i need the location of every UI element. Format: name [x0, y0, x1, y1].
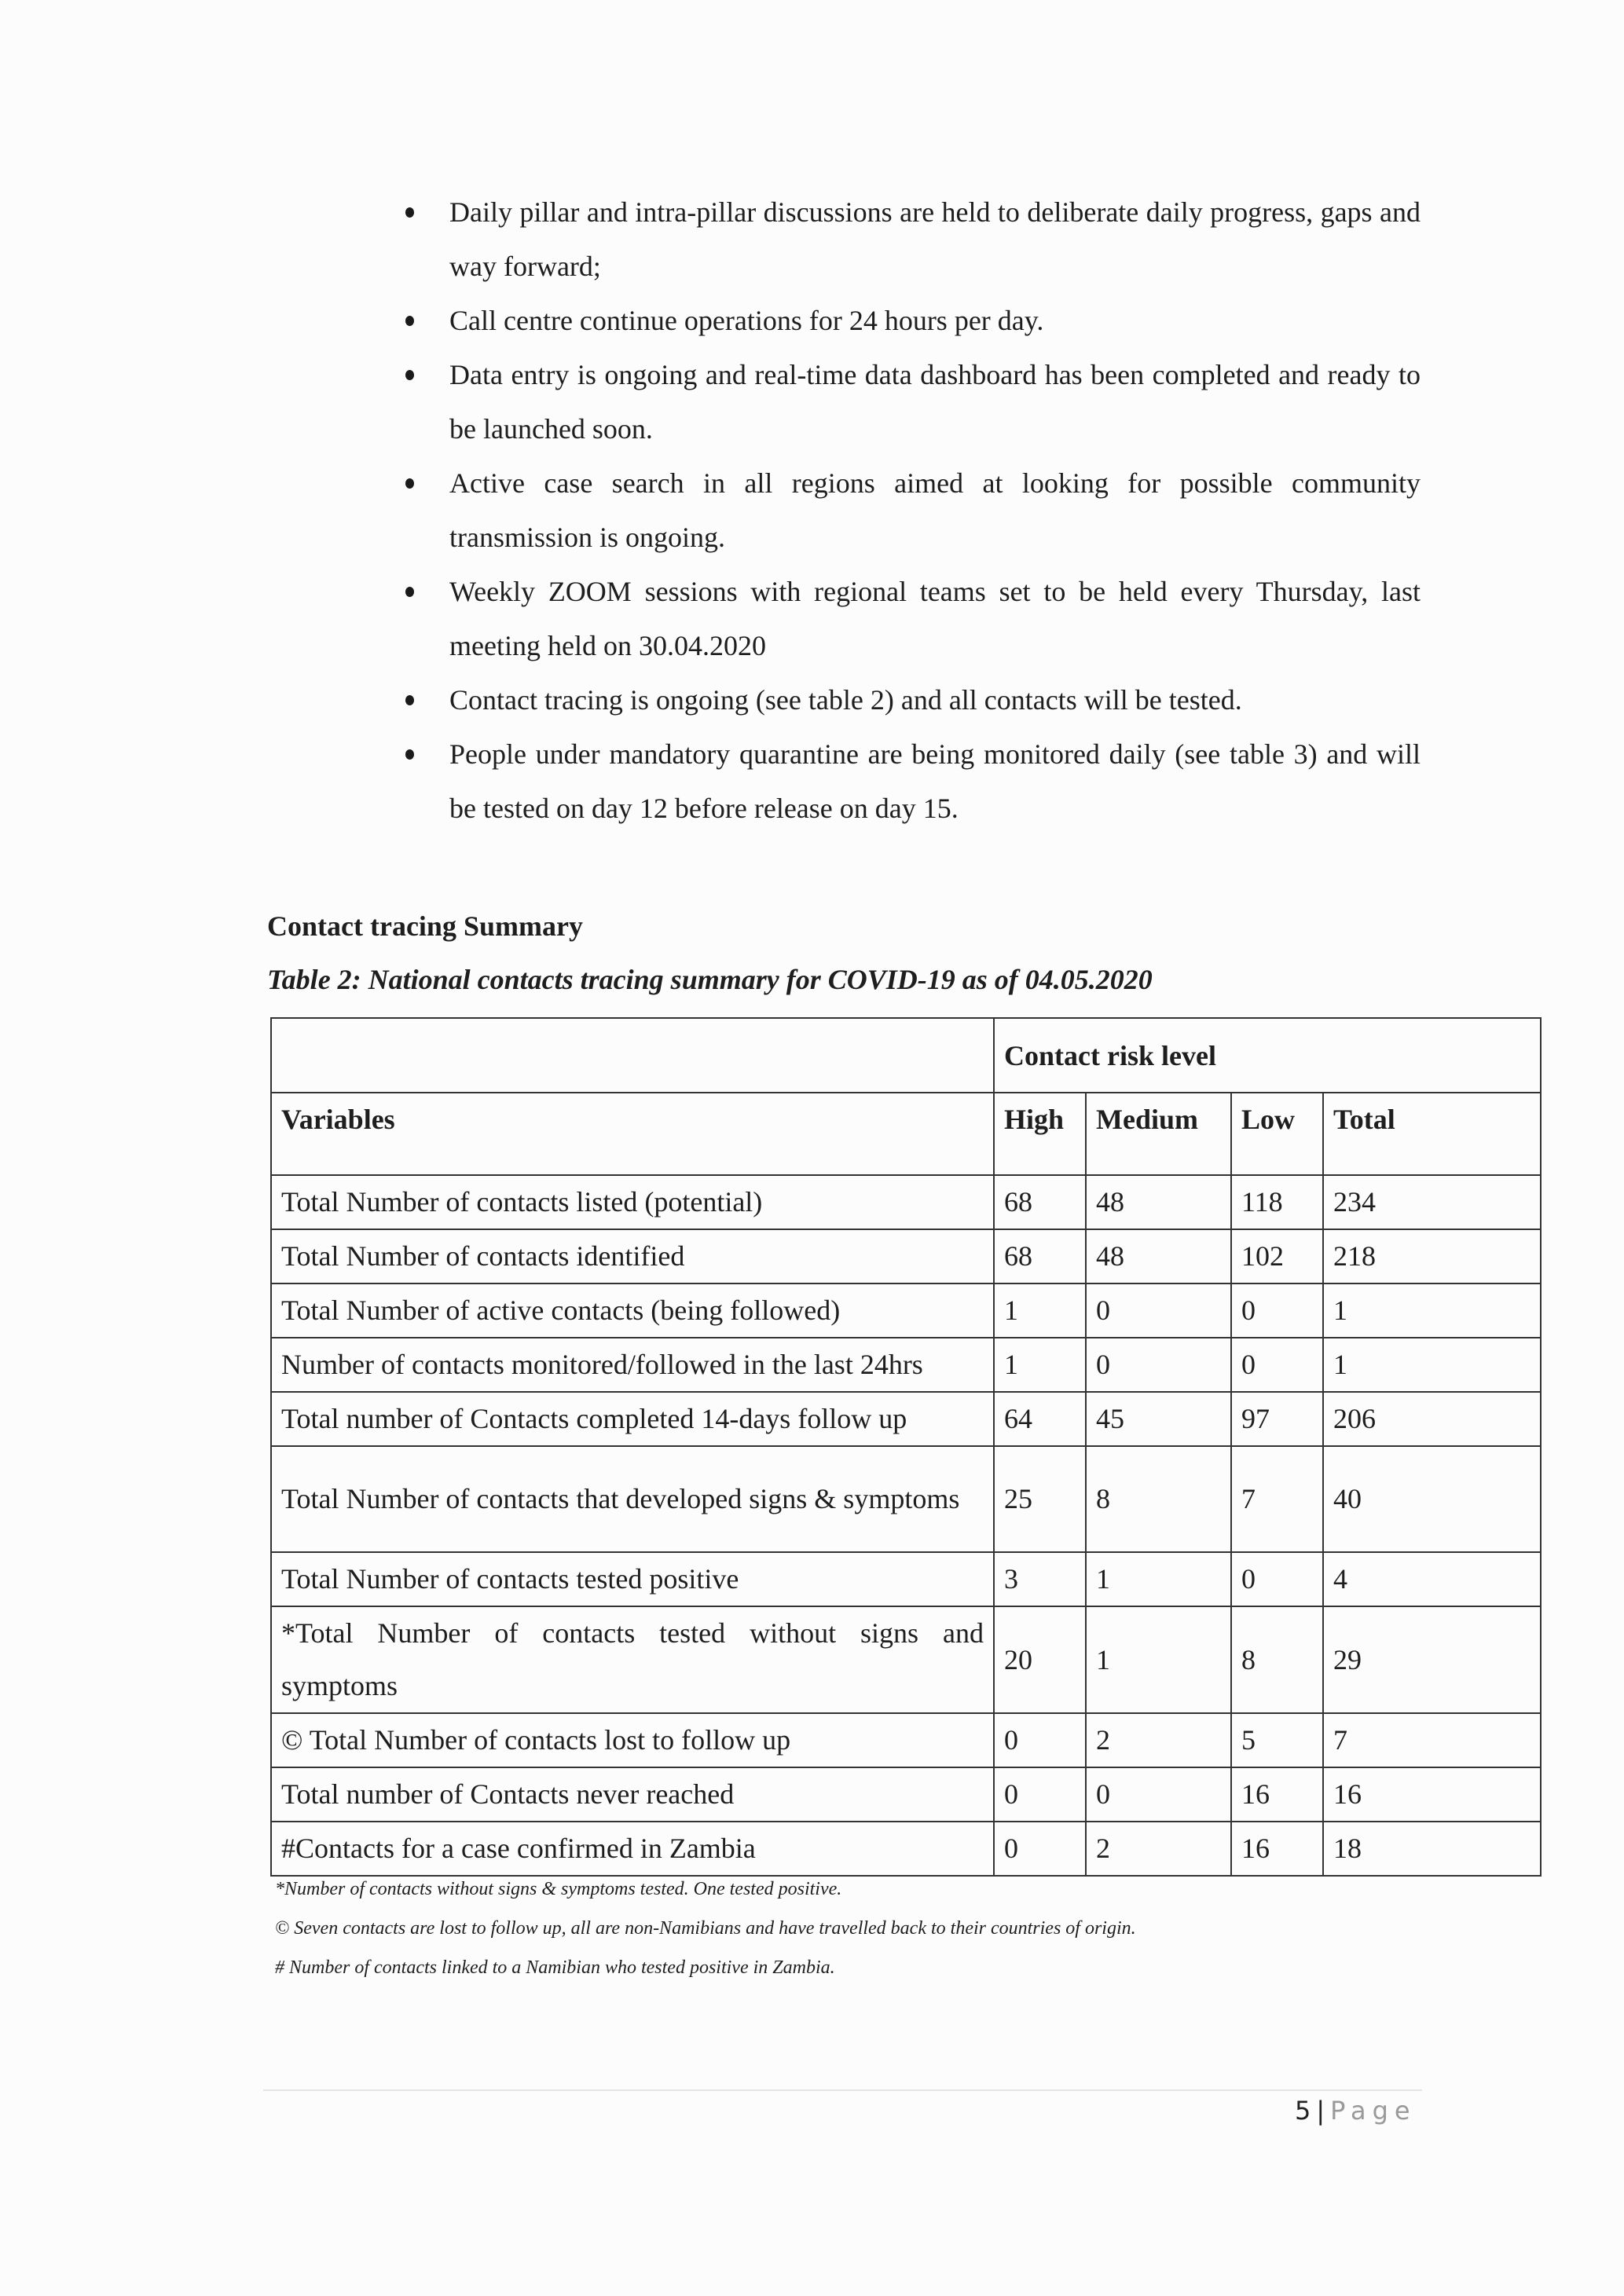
- page-label: Page: [1330, 2096, 1417, 2126]
- contact-tracing-table: [270, 1017, 1542, 1877]
- variable-cell: Total Number of contacts that developed signs & symptoms: [271, 1446, 994, 1552]
- medium-cell: 48: [1086, 1175, 1231, 1229]
- total-cell: 29: [1323, 1606, 1541, 1713]
- bullet-item: [399, 673, 1421, 727]
- total-cell: 1: [1323, 1338, 1541, 1392]
- bullet-item: [399, 727, 1421, 836]
- bullet-item: [399, 185, 1421, 294]
- bullet-dot-icon: [405, 478, 414, 489]
- table-row: [271, 1552, 1541, 1606]
- total-cell: 1: [1323, 1283, 1541, 1338]
- low-cell: 0: [1231, 1338, 1323, 1392]
- footer-divider: [263, 2089, 1422, 2091]
- high-cell: 68: [994, 1175, 1086, 1229]
- table-row: [271, 1392, 1541, 1446]
- medium-cell: 45: [1086, 1392, 1231, 1446]
- medium-cell: 2: [1086, 1713, 1231, 1767]
- variable-cell: Total Number of contacts tested positive: [271, 1552, 994, 1606]
- table-column-header-row: [271, 1093, 1541, 1175]
- medium-cell: 48: [1086, 1229, 1231, 1283]
- table-row: [271, 1446, 1541, 1552]
- table-row: [271, 1175, 1541, 1229]
- bullet-text: Call centre continue operations for 24 hours per day.: [449, 305, 1044, 336]
- bullet-dot-icon: [405, 749, 414, 760]
- column-header-variables: Variables: [271, 1093, 994, 1175]
- variable-cell: Total Number of contacts listed (potential): [271, 1175, 994, 1229]
- group-header-contact-risk-level: Contact risk level: [994, 1018, 1541, 1093]
- bullet-dot-icon: [405, 370, 414, 380]
- total-cell: 4: [1323, 1552, 1541, 1606]
- footnote-copyright: © Seven contacts are lost to follow up, all are non-Namibians and have travelled back to their countries of origin.: [275, 1918, 1136, 1939]
- column-header-total: Total: [1323, 1093, 1541, 1175]
- bullet-item: [399, 456, 1421, 565]
- total-cell: 218: [1323, 1229, 1541, 1283]
- table-footnotes: [275, 1869, 1136, 1987]
- high-cell: 0: [994, 1713, 1086, 1767]
- variable-cell: Total Number of active contacts (being followed): [271, 1283, 994, 1338]
- low-cell: 97: [1231, 1392, 1323, 1446]
- column-header-low: Low: [1231, 1093, 1323, 1175]
- total-cell: 18: [1323, 1822, 1541, 1876]
- high-cell: 1: [994, 1338, 1086, 1392]
- medium-cell: 1: [1086, 1552, 1231, 1606]
- bullet-item: [399, 294, 1421, 348]
- variable-cell: Total Number of contacts identified: [271, 1229, 994, 1283]
- empty-header-cell: [271, 1018, 994, 1093]
- bullet-item: [399, 348, 1421, 456]
- bullet-text: Weekly ZOOM sessions with regional teams set to be held every Thursday, last meeting held on 30.04.2020: [449, 576, 1421, 661]
- variable-cell: #Contacts for a case confirmed in Zambia: [271, 1822, 994, 1876]
- bullet-dot-icon: [405, 316, 414, 326]
- high-cell: 0: [994, 1767, 1086, 1822]
- column-header-medium: Medium: [1086, 1093, 1231, 1175]
- total-cell: 40: [1323, 1446, 1541, 1552]
- medium-cell: 0: [1086, 1767, 1231, 1822]
- medium-cell: 0: [1086, 1338, 1231, 1392]
- high-cell: 64: [994, 1392, 1086, 1446]
- bullet-text: Daily pillar and intra-pillar discussions are held to deliberate daily progress, gaps and way forward;: [449, 196, 1421, 282]
- table-row: [271, 1767, 1541, 1822]
- table-row: [271, 1606, 1541, 1713]
- high-cell: 20: [994, 1606, 1086, 1713]
- low-cell: 7: [1231, 1446, 1323, 1552]
- table-row: [271, 1713, 1541, 1767]
- variable-cell: © Total Number of contacts lost to follow up: [271, 1713, 994, 1767]
- table-row: [271, 1283, 1541, 1338]
- medium-cell: 0: [1086, 1283, 1231, 1338]
- total-cell: 234: [1323, 1175, 1541, 1229]
- bullet-text: Data entry is ongoing and real-time data dashboard has been completed and ready to be launched soon.: [449, 359, 1421, 445]
- page-number-separator: |: [1316, 2096, 1326, 2126]
- table-row: [271, 1338, 1541, 1392]
- low-cell: 16: [1231, 1822, 1323, 1876]
- bullet-text: Active case search in all regions aimed at looking for possible community transmission is ongoing.: [449, 467, 1421, 553]
- bullet-dot-icon: [405, 587, 414, 597]
- total-cell: 16: [1323, 1767, 1541, 1822]
- low-cell: 102: [1231, 1229, 1323, 1283]
- total-cell: 7: [1323, 1713, 1541, 1767]
- low-cell: 16: [1231, 1767, 1323, 1822]
- table-row: [271, 1822, 1541, 1876]
- high-cell: 3: [994, 1552, 1086, 1606]
- variable-cell: Number of contacts monitored/followed in the last 24hrs: [271, 1338, 994, 1392]
- page-number-value: 5: [1295, 2096, 1312, 2126]
- low-cell: 0: [1231, 1552, 1323, 1606]
- total-cell: 206: [1323, 1392, 1541, 1446]
- bullet-text: People under mandatory quarantine are being monitored daily (see table 3) and will be tested on day 12 before release on day 15.: [449, 738, 1421, 824]
- table-caption: Table 2: National contacts tracing summary for COVID-19 as of 04.05.2020: [267, 964, 1153, 995]
- medium-cell: 1: [1086, 1606, 1231, 1713]
- low-cell: 118: [1231, 1175, 1323, 1229]
- low-cell: 8: [1231, 1606, 1323, 1713]
- high-cell: 1: [994, 1283, 1086, 1338]
- high-cell: 0: [994, 1822, 1086, 1876]
- low-cell: 5: [1231, 1713, 1323, 1767]
- low-cell: 0: [1231, 1283, 1323, 1338]
- bullet-dot-icon: [405, 207, 414, 218]
- column-header-high: High: [994, 1093, 1086, 1175]
- footnote-hash: # Number of contacts linked to a Namibian who tested positive in Zambia.: [275, 1957, 835, 1978]
- high-cell: 25: [994, 1446, 1086, 1552]
- variable-cell: Total number of Contacts never reached: [271, 1767, 994, 1822]
- table-group-header-row: [271, 1018, 1541, 1093]
- bullet-item: [399, 565, 1421, 673]
- high-cell: 68: [994, 1229, 1086, 1283]
- medium-cell: 2: [1086, 1822, 1231, 1876]
- table-row: [271, 1229, 1541, 1283]
- page-number: [1295, 2096, 1417, 2126]
- bullet-dot-icon: [405, 695, 414, 705]
- footnote-asterisk: *Number of contacts without signs & symptoms tested. One tested positive.: [275, 1879, 842, 1899]
- variable-cell: *Total Number of contacts tested without signs and symptoms: [271, 1606, 994, 1713]
- progress-bullet-list: [399, 185, 1421, 836]
- section-heading: Contact tracing Summary: [267, 910, 583, 942]
- bullet-text: Contact tracing is ongoing (see table 2) and all contacts will be tested.: [449, 684, 1242, 716]
- variable-cell: Total number of Contacts completed 14-days follow up: [271, 1392, 994, 1446]
- medium-cell: 8: [1086, 1446, 1231, 1552]
